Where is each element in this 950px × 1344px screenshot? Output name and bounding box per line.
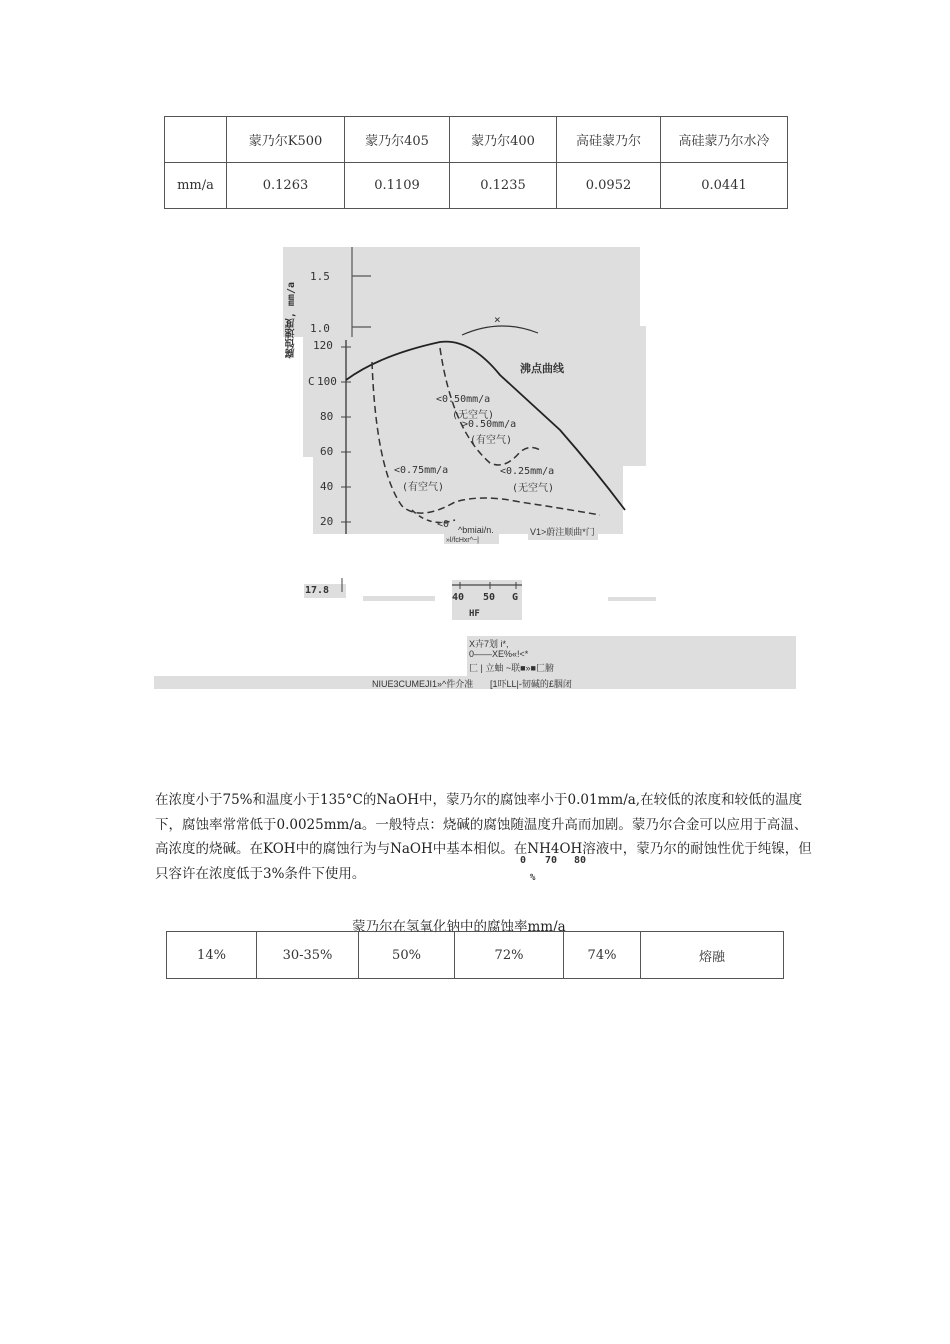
stray-unit-label: % <box>530 873 536 883</box>
region-note-label: (有空气) <box>402 482 445 493</box>
table-cell: 熔融 <box>641 932 784 979</box>
paragraph-line: 只容许在浓度低于3%条件下使用。 <box>155 865 366 882</box>
garbled-text: V1>蔚注顺曲*门 <box>530 527 595 537</box>
table-cell: 高硅蒙乃尔 <box>557 117 661 163</box>
y-tick-label: 80 <box>320 410 334 423</box>
bottom-fragment-label: <0 <box>437 519 450 530</box>
stray-tick-label: 70 <box>545 855 558 866</box>
garbled-text: 17.8 <box>305 585 330 596</box>
garbled-text: »l/fcHxr^~| <box>446 537 479 544</box>
region-note-label: (无空气) <box>452 410 495 421</box>
garbled-text: [1吓LL|-韧碱的£胭闭 <box>490 679 572 689</box>
table-cell: 74% <box>564 932 641 979</box>
paragraph-line: 在浓度小于75%和温度小于135°C的NaOH中，蒙乃尔的腐蚀率小于0.01mm/a,在较低的浓度和较低的温度 <box>155 792 803 808</box>
x-axis-label: HF <box>469 609 480 619</box>
x-tick-label: 40 <box>452 592 465 603</box>
table-cell: 0.0441 <box>661 163 788 209</box>
boiling-curve-label: 沸点曲线 <box>520 362 564 375</box>
y-tick-label: 100 <box>317 375 337 388</box>
y-tick-label: 20 <box>320 515 334 528</box>
table-cell: 72% <box>455 932 564 979</box>
table-cell: mm/a <box>165 163 227 209</box>
table-cell: 0.1263 <box>227 163 345 209</box>
region-note-label: (无空气) <box>512 483 555 494</box>
stray-tick-label: 0 <box>520 855 527 866</box>
y-unit-label: C <box>308 375 315 388</box>
naoh-corrosion-table <box>166 931 784 979</box>
table-caption: 蒙乃尔在氢氧化钠中的腐蚀率mm/a <box>352 919 566 935</box>
y-tick-label: 120 <box>313 339 333 352</box>
table-cell: 蒙乃尔405 <box>345 117 450 163</box>
garbled-text: X卉7划 i*, <box>469 639 509 649</box>
table-row <box>167 932 784 979</box>
region-rate-label: <0.75mm/a <box>394 465 449 476</box>
region-note-label: (有空气) <box>470 435 513 446</box>
garbled-text: 匚 | 立蚰 ~联■»■匚腑 <box>469 663 554 673</box>
bracket-mark: × <box>494 313 501 326</box>
table-cell: 30-35% <box>257 932 359 979</box>
y-tick-label: 40 <box>320 480 334 493</box>
garbled-text: 0——XE%«!<* <box>469 649 529 659</box>
y-tick-label: 60 <box>320 445 334 458</box>
x-tick-label: G <box>512 592 519 603</box>
table-cell: 50% <box>359 932 455 979</box>
stray-tick-label: 80 <box>574 855 587 866</box>
table-cell: 蒙乃尔400 <box>450 117 557 163</box>
body-paragraph <box>155 788 812 886</box>
garbled-text: ^bmiai/n. <box>458 525 494 535</box>
paragraph-line: 下，腐蚀率常常低于0.0025mm/a。一般特点：烧碱的腐蚀随温度升高而加剧。蒙乃尔合金可以应用于高温、 <box>155 816 808 833</box>
paragraph-line: 高浓度的烧碱。在KOH中的腐蚀行为与NaOH中基本相似。在NH4OH溶液中，蒙乃尔的耐蚀性优于纯镍，但 <box>155 841 812 857</box>
table-cell: 高硅蒙乃尔水冷 <box>661 117 788 163</box>
table-cell: 14% <box>167 932 257 979</box>
region-rate-label: <0.25mm/a <box>500 466 555 477</box>
table-cell: 0.1109 <box>345 163 450 209</box>
y-axis-title: 腐蚀速度, mm/a <box>286 282 297 359</box>
bracket-arc <box>462 326 538 335</box>
region-rate-label: >0.50mm/a <box>462 419 517 430</box>
y-tick-label: 1.5 <box>310 270 330 283</box>
garbled-text: NIUE3CUMEJI1»^件介准 <box>372 679 474 689</box>
region-rate-label: <0.50mm/a <box>436 394 491 405</box>
y-tick-label: 1.0 <box>310 322 330 335</box>
table-cell: 蒙乃尔K500 <box>227 117 345 163</box>
table-cell: 0.0952 <box>557 163 661 209</box>
table-cell: 0.1235 <box>450 163 557 209</box>
x-tick-label: 50 <box>483 592 496 603</box>
